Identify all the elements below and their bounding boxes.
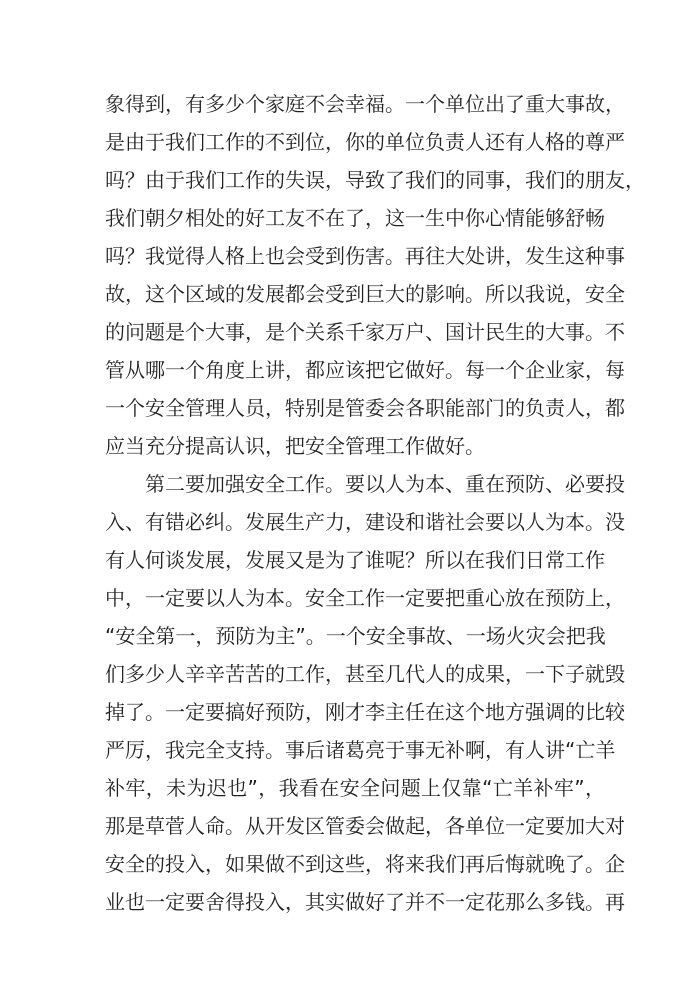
text-line: 吗？我觉得人格上也会受到伤害。再往大处讲，发生这种事	[105, 244, 625, 268]
text-line: 有人何谈发展，发展又是为了谁呢？所以在我们日常工作	[105, 548, 605, 572]
text-line: 那是草菅人命。从开发区管委会做起，各单位一定要加大对	[105, 814, 625, 838]
text-line: 我们朝夕相处的好工友不在了，这一生中你心情能够舒畅	[105, 206, 605, 230]
paragraph-start-line: 第二要加强安全工作。要以人为本、重在预防、必要投	[105, 472, 625, 496]
text-line: 吗？由于我们工作的失误，导致了我们的同事，我们的朋友，	[105, 168, 645, 192]
text-line: 管从哪一个角度上讲，都应该把它做好。每一个企业家，每	[105, 358, 625, 382]
text-line: 业也一定要舍得投入，其实做好了并不一定花那么多钱。再	[105, 890, 625, 914]
text-line: 中，一定要以人为本。安全工作一定要把重心放在预防上，	[105, 586, 625, 610]
text-line: 补牢，未为迟也”，我看在安全问题上仅靠“亡羊补牢”，	[105, 776, 605, 800]
text-line: 的问题是个大事，是个关系千家万户、国计民生的大事。不	[105, 320, 625, 344]
text-line: 入、有错必纠。发展生产力，建设和谐社会要以人为本。没	[105, 510, 625, 534]
body-text	[105, 85, 645, 921]
text-line: 故，这个区域的发展都会受到巨大的影响。所以我说，安全	[105, 282, 625, 306]
text-line: 是由于我们工作的不到位，你的单位负责人还有人格的尊严	[105, 130, 625, 154]
paragraph-end-line: 应当充分提高认识，把安全管理工作做好。	[105, 434, 485, 458]
text-line: 安全的投入，如果做不到这些，将来我们再后悔就晚了。企	[105, 852, 625, 876]
text-line: 们多少人辛辛苦苦的工作，甚至几代人的成果，一下子就毁	[105, 662, 625, 686]
text-line: 严厉，我完全支持。事后诸葛亮于事无补啊，有人讲“亡羊	[105, 738, 616, 762]
text-line: 掉了。一定要搞好预防，刚才李主任在这个地方强调的比较	[105, 700, 625, 724]
text-line: 象得到，有多少个家庭不会幸福。一个单位出了重大事故，	[105, 92, 625, 116]
text-line: “安全第一，预防为主”。一个安全事故、一场火灾会把我	[105, 624, 606, 648]
text-line: 一个安全管理人员，特别是管委会各职能部门的负责人，都	[105, 396, 625, 420]
